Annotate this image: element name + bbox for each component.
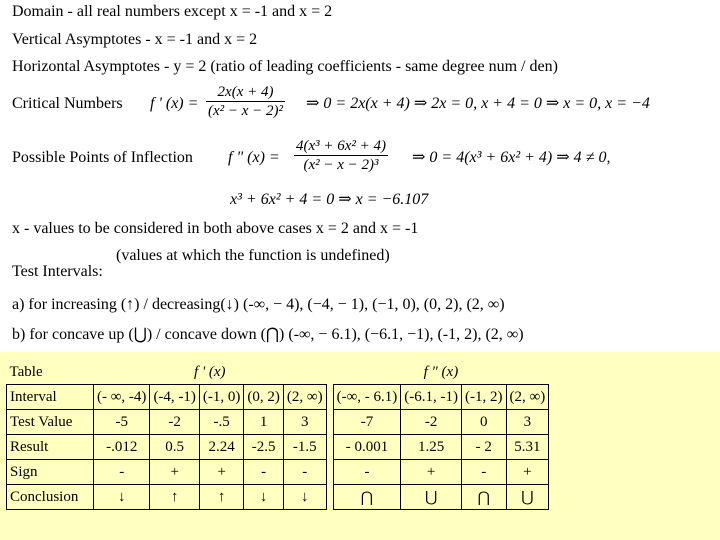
- table-cell: (2, ∞): [506, 385, 549, 410]
- table-cell: -2.5: [244, 435, 284, 460]
- concave-down-icon: ⋂: [462, 485, 507, 510]
- table-header-row: [7, 360, 549, 385]
- domain-line: Domain - all real numbers except x = -1 and x = 2: [12, 3, 333, 20]
- arrow-down-icon: ↓: [94, 485, 150, 510]
- critical-numbers-label: Critical Numbers: [12, 95, 123, 112]
- table-row-interval: [7, 385, 549, 410]
- table-cell: - 2: [462, 435, 507, 460]
- critical-fprime: f ' (x) =: [150, 95, 199, 112]
- table-cell: (2, ∞): [283, 385, 326, 410]
- table-cell: 2.24: [199, 435, 244, 460]
- row-label-result: Result: [7, 435, 94, 460]
- concave-intervals: b) for concave up (⋃) / concave down (⋂) (-∞, − 6.1), (−6.1, −1), (-1, 2), (2, ∞): [12, 326, 524, 343]
- table-cell: (-4, -1): [150, 385, 199, 410]
- x-values-line: x - values to be considered in both above cases x = 2 and x = -1: [12, 220, 419, 237]
- concave-up-icon: ⋃: [401, 485, 462, 510]
- table-cell: 3: [506, 410, 549, 435]
- row-label-sign: Sign: [7, 460, 94, 485]
- concave-up-icon: ⋃: [506, 485, 549, 510]
- inflection-fraction: [294, 137, 388, 174]
- test-intervals-label: Test Intervals:: [12, 263, 103, 280]
- table-cell: -2: [401, 410, 462, 435]
- row-label-conclusion: Conclusion: [7, 485, 94, 510]
- table-cell: -5: [94, 410, 150, 435]
- inflection-numerator: 4(x³ + 6x² + 4): [296, 138, 387, 154]
- critical-solution: ⇒ 0 = 2x(x + 4) ⇒ 2x = 0, x + 4 = 0 ⇒ x = 0, x = −4: [306, 95, 650, 112]
- table-cell: 1: [244, 410, 284, 435]
- concave-down-icon: ⋂: [333, 485, 401, 510]
- table-cell: -2: [150, 410, 199, 435]
- cubic-solution: x³ + 6x² + 4 = 0 ⇒ x = −6.107: [230, 191, 429, 208]
- row-label-test-value: Test Value: [7, 410, 94, 435]
- inflection-fdouble: f " (x) =: [228, 149, 280, 166]
- arrow-down-icon: ↓: [283, 485, 326, 510]
- table-row-sign: [7, 460, 549, 485]
- sign-chart-table: [6, 360, 549, 510]
- table-cell: 0.5: [150, 435, 199, 460]
- table-cell: 1.25: [401, 435, 462, 460]
- critical-fraction: [206, 83, 285, 120]
- arrow-up-icon: ↑: [150, 485, 199, 510]
- table-cell: -.012: [94, 435, 150, 460]
- table-cell: (-∞, - 6.1): [333, 385, 401, 410]
- increasing-intervals: a) for increasing (↑) / decreasing(↓) (-∞, − 4), (−4, − 1), (−1, 0), (0, 2), (2, ∞): [12, 296, 505, 313]
- table-row-conclusion: [7, 485, 549, 510]
- inflection-denominator: (x² − x − 2)³: [294, 155, 388, 174]
- fprime-header: f ' (x): [194, 363, 226, 380]
- table-cell: -: [333, 460, 401, 485]
- table-cell: 0: [462, 410, 507, 435]
- table-cell: (-1, 2): [462, 385, 507, 410]
- critical-denominator: (x² − x − 2)²: [208, 103, 284, 119]
- table-cell: +: [150, 460, 199, 485]
- table-cell: -: [244, 460, 284, 485]
- horizontal-asymptotes-line: Horizontal Asymptotes - y = 2 (ratio of leading coefficients - same degree num / den): [12, 58, 558, 75]
- table-cell: (-1, 0): [199, 385, 244, 410]
- table-cell: +: [199, 460, 244, 485]
- table-title: Table: [9, 363, 43, 380]
- table-row-test-value: [7, 410, 549, 435]
- inflection-solution: ⇒ 0 = 4(x³ + 6x² + 4) ⇒ 4 ≠ 0,: [412, 149, 611, 166]
- table-cell: -7: [333, 410, 401, 435]
- critical-numerator: 2x(x + 4): [217, 84, 274, 100]
- table-cell: (-6.1, -1): [401, 385, 462, 410]
- table-cell: 3: [283, 410, 326, 435]
- table-cell: +: [401, 460, 462, 485]
- table-cell: 5.31: [506, 435, 549, 460]
- table-cell: -: [283, 460, 326, 485]
- table-cell: -: [94, 460, 150, 485]
- vertical-asymptotes-line: Vertical Asymptotes - x = -1 and x = 2: [12, 31, 258, 48]
- table-row-result: [7, 435, 549, 460]
- inflection-label: Possible Points of Inflection: [12, 149, 193, 166]
- table-cell: -1.5: [283, 435, 326, 460]
- table-cell: -.5: [199, 410, 244, 435]
- table-cell: +: [506, 460, 549, 485]
- fdouble-header: f " (x): [423, 363, 459, 380]
- table-cell: - 0.001: [333, 435, 401, 460]
- table-cell: (- ∞, -4): [94, 385, 150, 410]
- arrow-down-icon: ↓: [244, 485, 284, 510]
- arrow-up-icon: ↑: [199, 485, 244, 510]
- table-cell: (0, 2): [244, 385, 284, 410]
- undefined-note: (values at which the function is undefined): [116, 247, 390, 264]
- table-cell: -: [462, 460, 507, 485]
- row-label-interval: Interval: [7, 385, 94, 410]
